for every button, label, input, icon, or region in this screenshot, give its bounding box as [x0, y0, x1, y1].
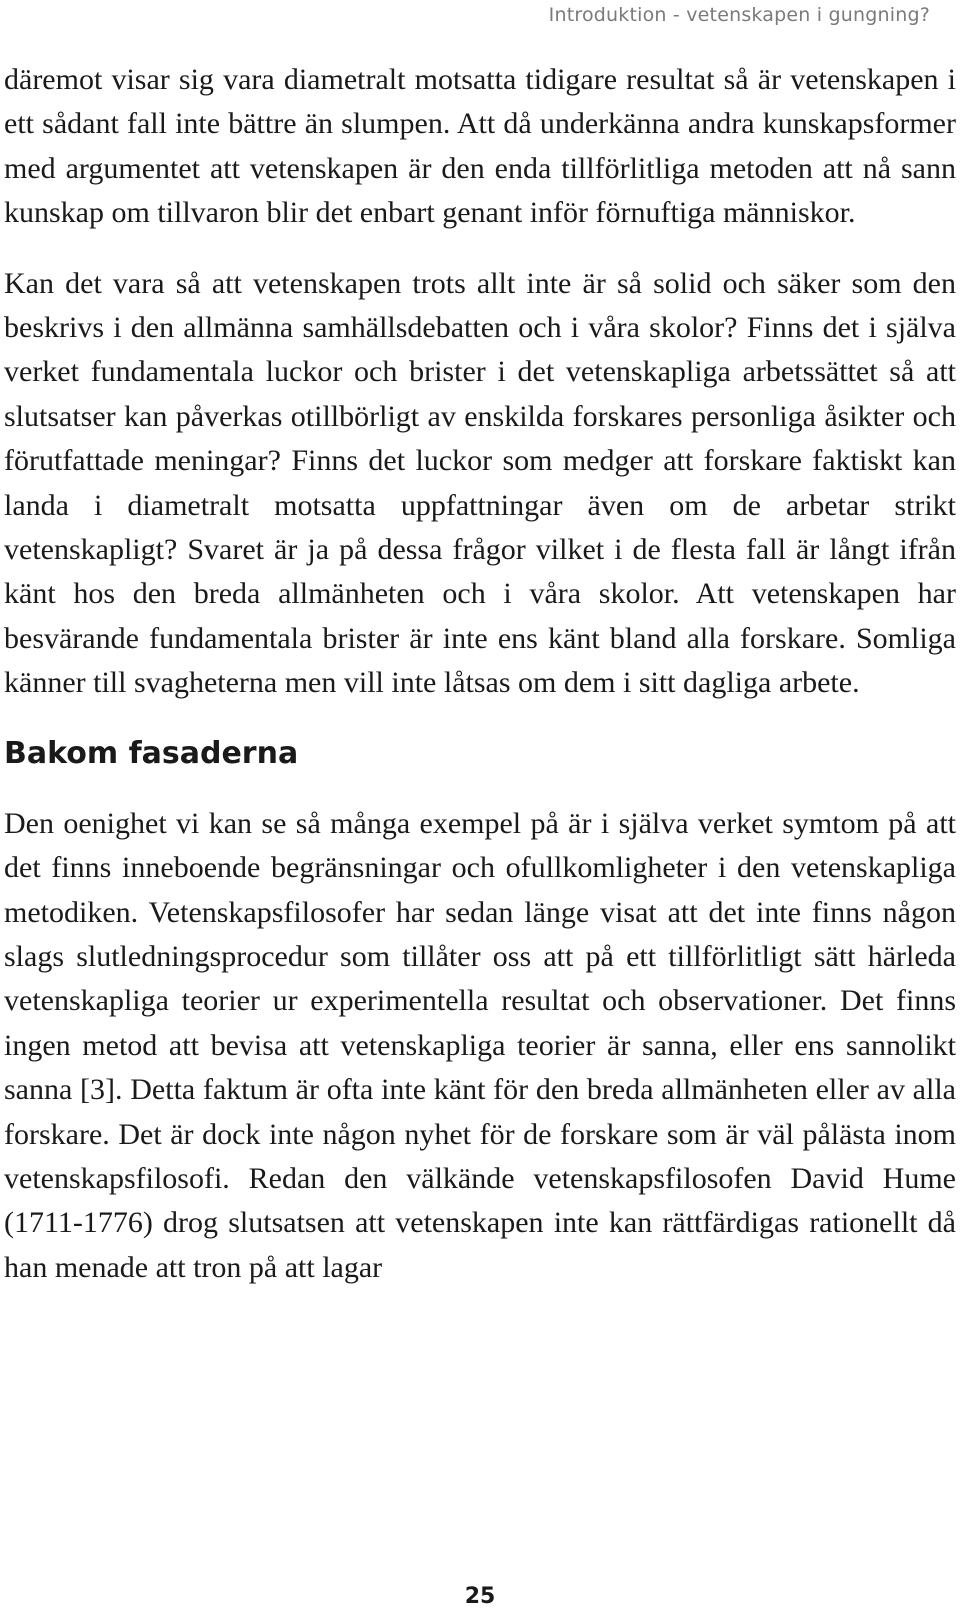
section-heading: Bakom fasaderna [4, 735, 299, 771]
body-paragraph-2: Kan det vara så att vetenskapen trots allt inte är så solid och säker som den beskrivs i den allmänna samhällsdebatten och i våra skolor? Finns det i själva verket fundamentala luckor och brister i det vetenskapliga arbetssättet så att slutsatser kan påverkas otillbörligt av enskilda forskares personliga åsikter och förutfattade meningar? Finns det luckor som medger att forskare faktiskt kan landa i diametralt motsatta uppfattningar även om de arbetar strikt vetenskapligt? Svaret är ja på dessa frågor vilket i de flesta fall är långt ifrån känt hos den breda allmänheten och i våra skolor. Att vetenskapen har besvärande fundamentala brister är inte ens känt bland alla forskare. Somliga känner till svagheterna men vill inte låtsas om dem i sitt dagliga arbete. [4, 266, 956, 700]
running-header: Introduktion - vetenskapen i gungning? [548, 4, 930, 26]
body-paragraph-1: däremot visar sig vara diametralt motsatta tidigare resultat så är vetenskapen i ett sådant fall inte bättre än slumpen. Att då underkänna andra kunskapsformer med argumentet att vetenskapen är den enda tillförlitliga metoden att nå sann kunskap om tillvaron blir det enbart genant inför förnuftiga människor. [4, 63, 956, 230]
page-number: 25 [464, 1584, 496, 1609]
body-paragraph-3: Den oenighet vi kan se så många exempel på är i själva verket symtom på att det finns inneboende begränsningar och ofullkomligheter i den vetenskapliga metodiken. Vetenskapsfilosofer har sedan länge visat att det inte finns någon slags slutledningsprocedur som tillåter oss att på ett tillförlitligt sätt härleda vetenskapliga teorier ur experimentella resultat och observationer. Det finns ingen metod att bevisa att vetenskapliga teorier är sanna, eller ens sannolikt sanna [3]. Detta faktum är ofta inte känt för den breda allmänheten eller av alla forskare. Det är dock inte någon nyhet för de forskare som är väl pålästa inom vetenskapsfilosofi. Redan den välkände vetenskapsfilosofen David Hume (1711-1776) drog slutsatsen att vetenskapen inte kan rättfärdigas rationellt då han menade att tron på att lagar [4, 806, 956, 1284]
page-body [4, 58, 956, 1290]
